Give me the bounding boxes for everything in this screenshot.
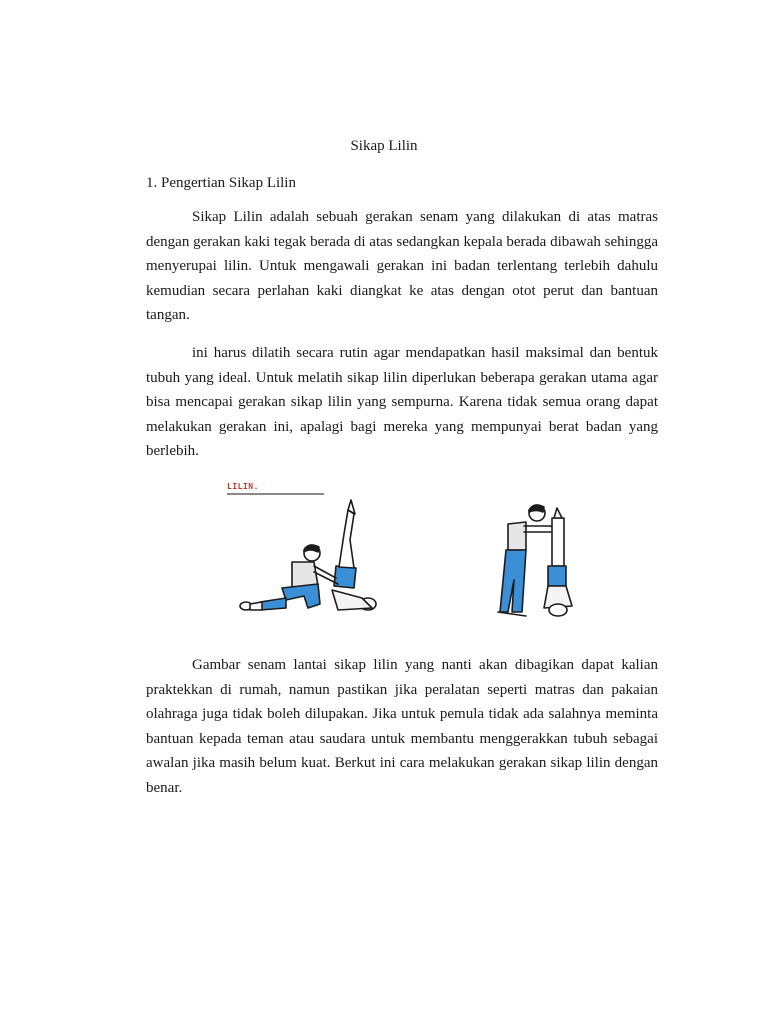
performer-shorts xyxy=(334,566,356,588)
performer-legs xyxy=(339,510,354,568)
standing-assistant-pants xyxy=(500,550,526,612)
assistant-shin xyxy=(250,602,262,610)
sikap-lilin-illustration xyxy=(220,480,590,625)
section-heading: 1. Pengertian Sikap Lilin xyxy=(146,175,296,191)
assistant-back-leg xyxy=(260,598,286,610)
left-scene xyxy=(240,500,376,610)
paragraph: Sikap Lilin adalah sebuah gerakan senam yang dilakukan di atas matras dengan gerakan kaki tegak berada di atas sedangkan kepala berada dibawah sehingga menyerupai lilin. Untuk mengawali gerakan ini badan terlentang terlebih dahulu kemudian secara perlahan kaki diangkat ke atas dengan otot perut dan bantuan tangan. xyxy=(146,209,658,323)
inverted-performer-feet xyxy=(554,508,562,518)
standing-assistant-hair xyxy=(529,505,544,512)
page-title: Sikap Lilin xyxy=(350,138,418,154)
paragraph: ini harus dilatih secara rutin agar mendapatkan hasil maksimal dan bentuk tubuh yang ideal. Untuk melatih sikap lilin diperlukan beberapa gerakan utama agar bisa mencapai gerakan sikap lilin yang sempurna. Karena tidak semua orang dapat melakukan gerakan ini, apalagi bagi mereka yang mempunyai berat badan yang berlebih. xyxy=(146,345,658,459)
paragraph: Gambar senam lantai sikap lilin yang nanti akan dibagikan dapat kalian praktekkan di rumah, namun pastikan jika peralatan seperti matras dan pakaian olahraga juga tidak boleh dilupakan. Jika untuk pemula tidak ada salahnya meminta bantuan kepada teman atau saudara untuk membantu menggerakkan tubuh sebagai awalan jika masih belum kuat. Berkut ini cara melakukan gerakan sikap lilin dengan benar. xyxy=(146,657,658,796)
inverted-performer-shorts xyxy=(548,566,566,586)
right-scene xyxy=(498,505,572,616)
assistant-pants xyxy=(282,584,320,608)
figure-label: LILIN. xyxy=(227,482,259,491)
inverted-performer-legs xyxy=(552,518,564,566)
inverted-performer-head xyxy=(549,604,567,616)
